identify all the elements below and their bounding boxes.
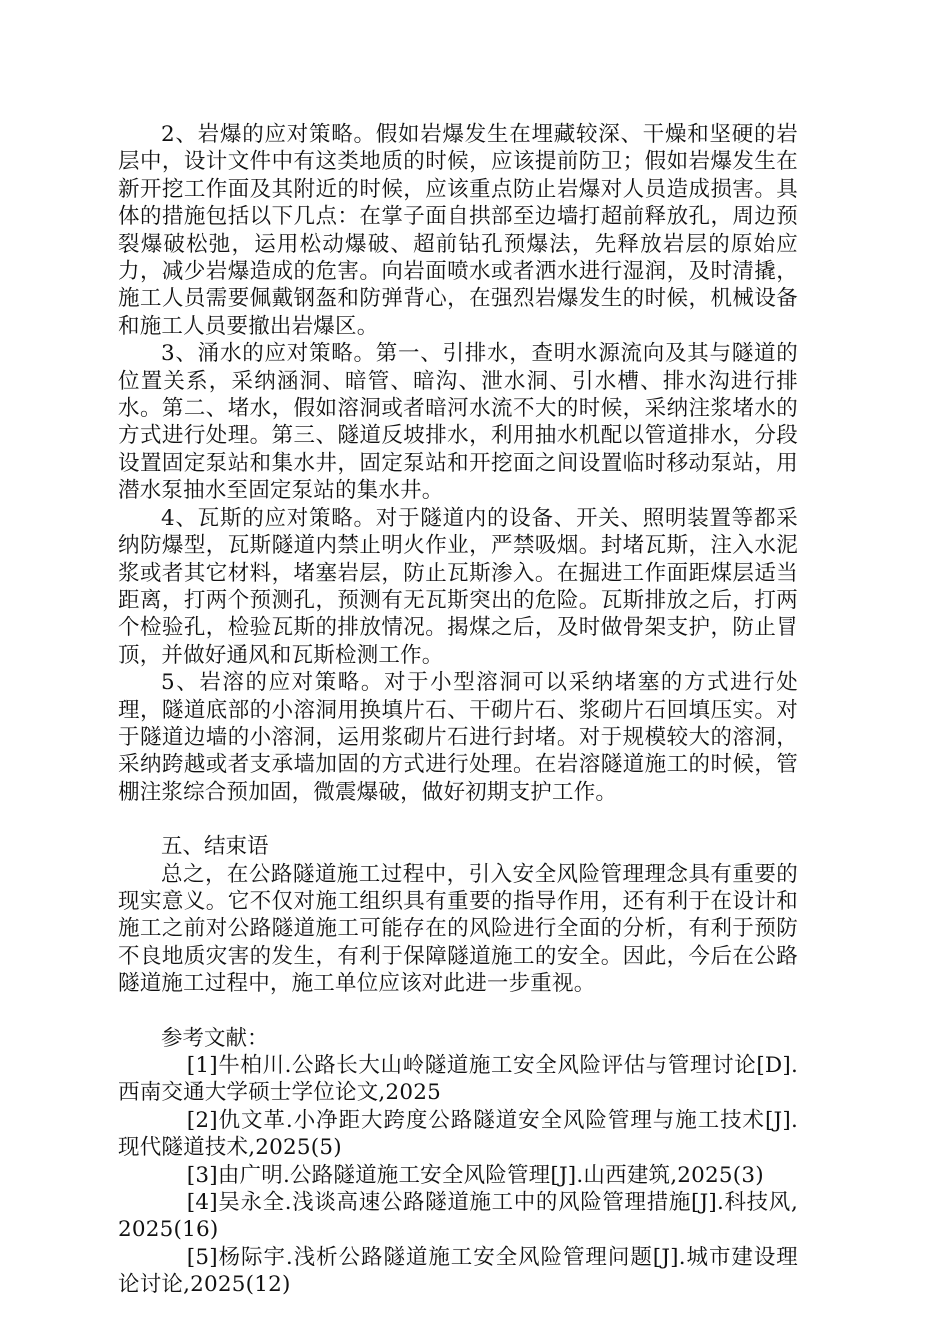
paragraph-water-inrush: 3、涌水的应对策略。第一、引排水，查明水源流向及其与隧道的位置关系，采纳涵洞、暗管、暗沟、泄水洞、引水槽、排水沟进行排水。第二、堵水，假如溶洞或者暗河水流不大的时候，采纳注浆堵水的方式进行处理。第三、隧道反坡排水，利用抽水机配以管道排水，分段设置固定泵站和集水井，固定泵站和开挖面之间设置临时移动泵站，用潜水泵抽水至固定泵站的集水井。 [118, 341, 798, 504]
section-gap [118, 806, 798, 833]
references-heading: 参考文献： [161, 1025, 269, 1051]
reference-item: [3]由广明.公路隧道施工安全风险管理[J].山西建筑,2025(3) [186, 1162, 764, 1188]
reference-item: [1]牛柏川.公路长大山岭隧道施工安全风险评估与管理讨论[D].西南交通大学硕士学位论文,2025 [118, 1053, 798, 1106]
conclusion-paragraph: 总之，在公路隧道施工过程中，引入安全风险管理理念具有重要的现实意义。它不仅对施工组织具有重要的指导作用，还有利于在设计和施工之前对公路隧道施工可能存在的风险进行全面的分析，有利于预防不良地质灾害的发生，有利于保障隧道施工的安全。因此，今后在公路隧道施工过程中，施工单位应该对此进一步重视。 [118, 861, 798, 997]
paragraph-gas: 4、瓦斯的应对策略。对于隧道内的设备、开关、照明装置等都采纳防爆型，瓦斯隧道内禁止明火作业，严禁吸烟。封堵瓦斯，注入水泥浆或者其它材料，堵塞岩层，防止瓦斯渗入。在掘进工作面距煤层适当距离，打两个预测孔，预测有无瓦斯突出的危险。瓦斯排放之后，打两个检验孔，检验瓦斯的排放情况。揭煤之后，及时做骨架支护，防止冒顶，并做好通风和瓦斯检测工作。 [118, 505, 798, 668]
references-list [118, 1052, 798, 1299]
paragraph-karst: 5、岩溶的应对策略。对于小型溶洞可以采纳堵塞的方式进行处理，隧道底部的小溶洞用换填片石、干砌片石、浆砌片石回填压实。对于隧道边墙的小溶洞，运用浆砌片石进行封堵。对于规模较大的溶洞，采纳跨越或者支承墙加固的方式进行处理。在岩溶隧道施工的时候，管棚注浆综合预加固，微震爆破，做好初期支护工作。 [118, 670, 798, 805]
section-gap [118, 998, 798, 1025]
reference-item: [5]杨际宇.浅析公路隧道施工安全风险管理问题[J].城市建设理论讨论,2025(12) [118, 1244, 798, 1298]
conclusion-heading: 五、结束语 [161, 834, 269, 860]
document-page [118, 121, 798, 1299]
reference-item: [4]吴永全.浅谈高速公路隧道施工中的风险管理措施[J].科技风, 2025(16) [118, 1190, 798, 1243]
reference-item: [2]仇文革.小净距大跨度公路隧道安全风险管理与施工技术[J].现代隧道技术,2025(5) [118, 1107, 798, 1161]
paragraph-rockburst: 2、岩爆的应对策略。假如岩爆发生在埋藏较深、干燥和坚硬的岩层中，设计文件中有这类地质的时候，应该提前防卫；假如岩爆发生在新开挖工作面及其附近的时候，应该重点防止岩爆对人员造成损害。具体的措施包括以下几点：在掌子面自拱部至边墙打超前释放孔，周边预裂爆破松弛，运用松动爆破、超前钻孔预爆法，先释放岩层的原始应力，减少岩爆造成的危害。向岩面喷水或者洒水进行湿润，及时清撬，施工人员需要佩戴钢盔和防弹背心，在强烈岩爆发生的时候，机械设备和施工人员要撤出岩爆区。 [118, 122, 798, 339]
